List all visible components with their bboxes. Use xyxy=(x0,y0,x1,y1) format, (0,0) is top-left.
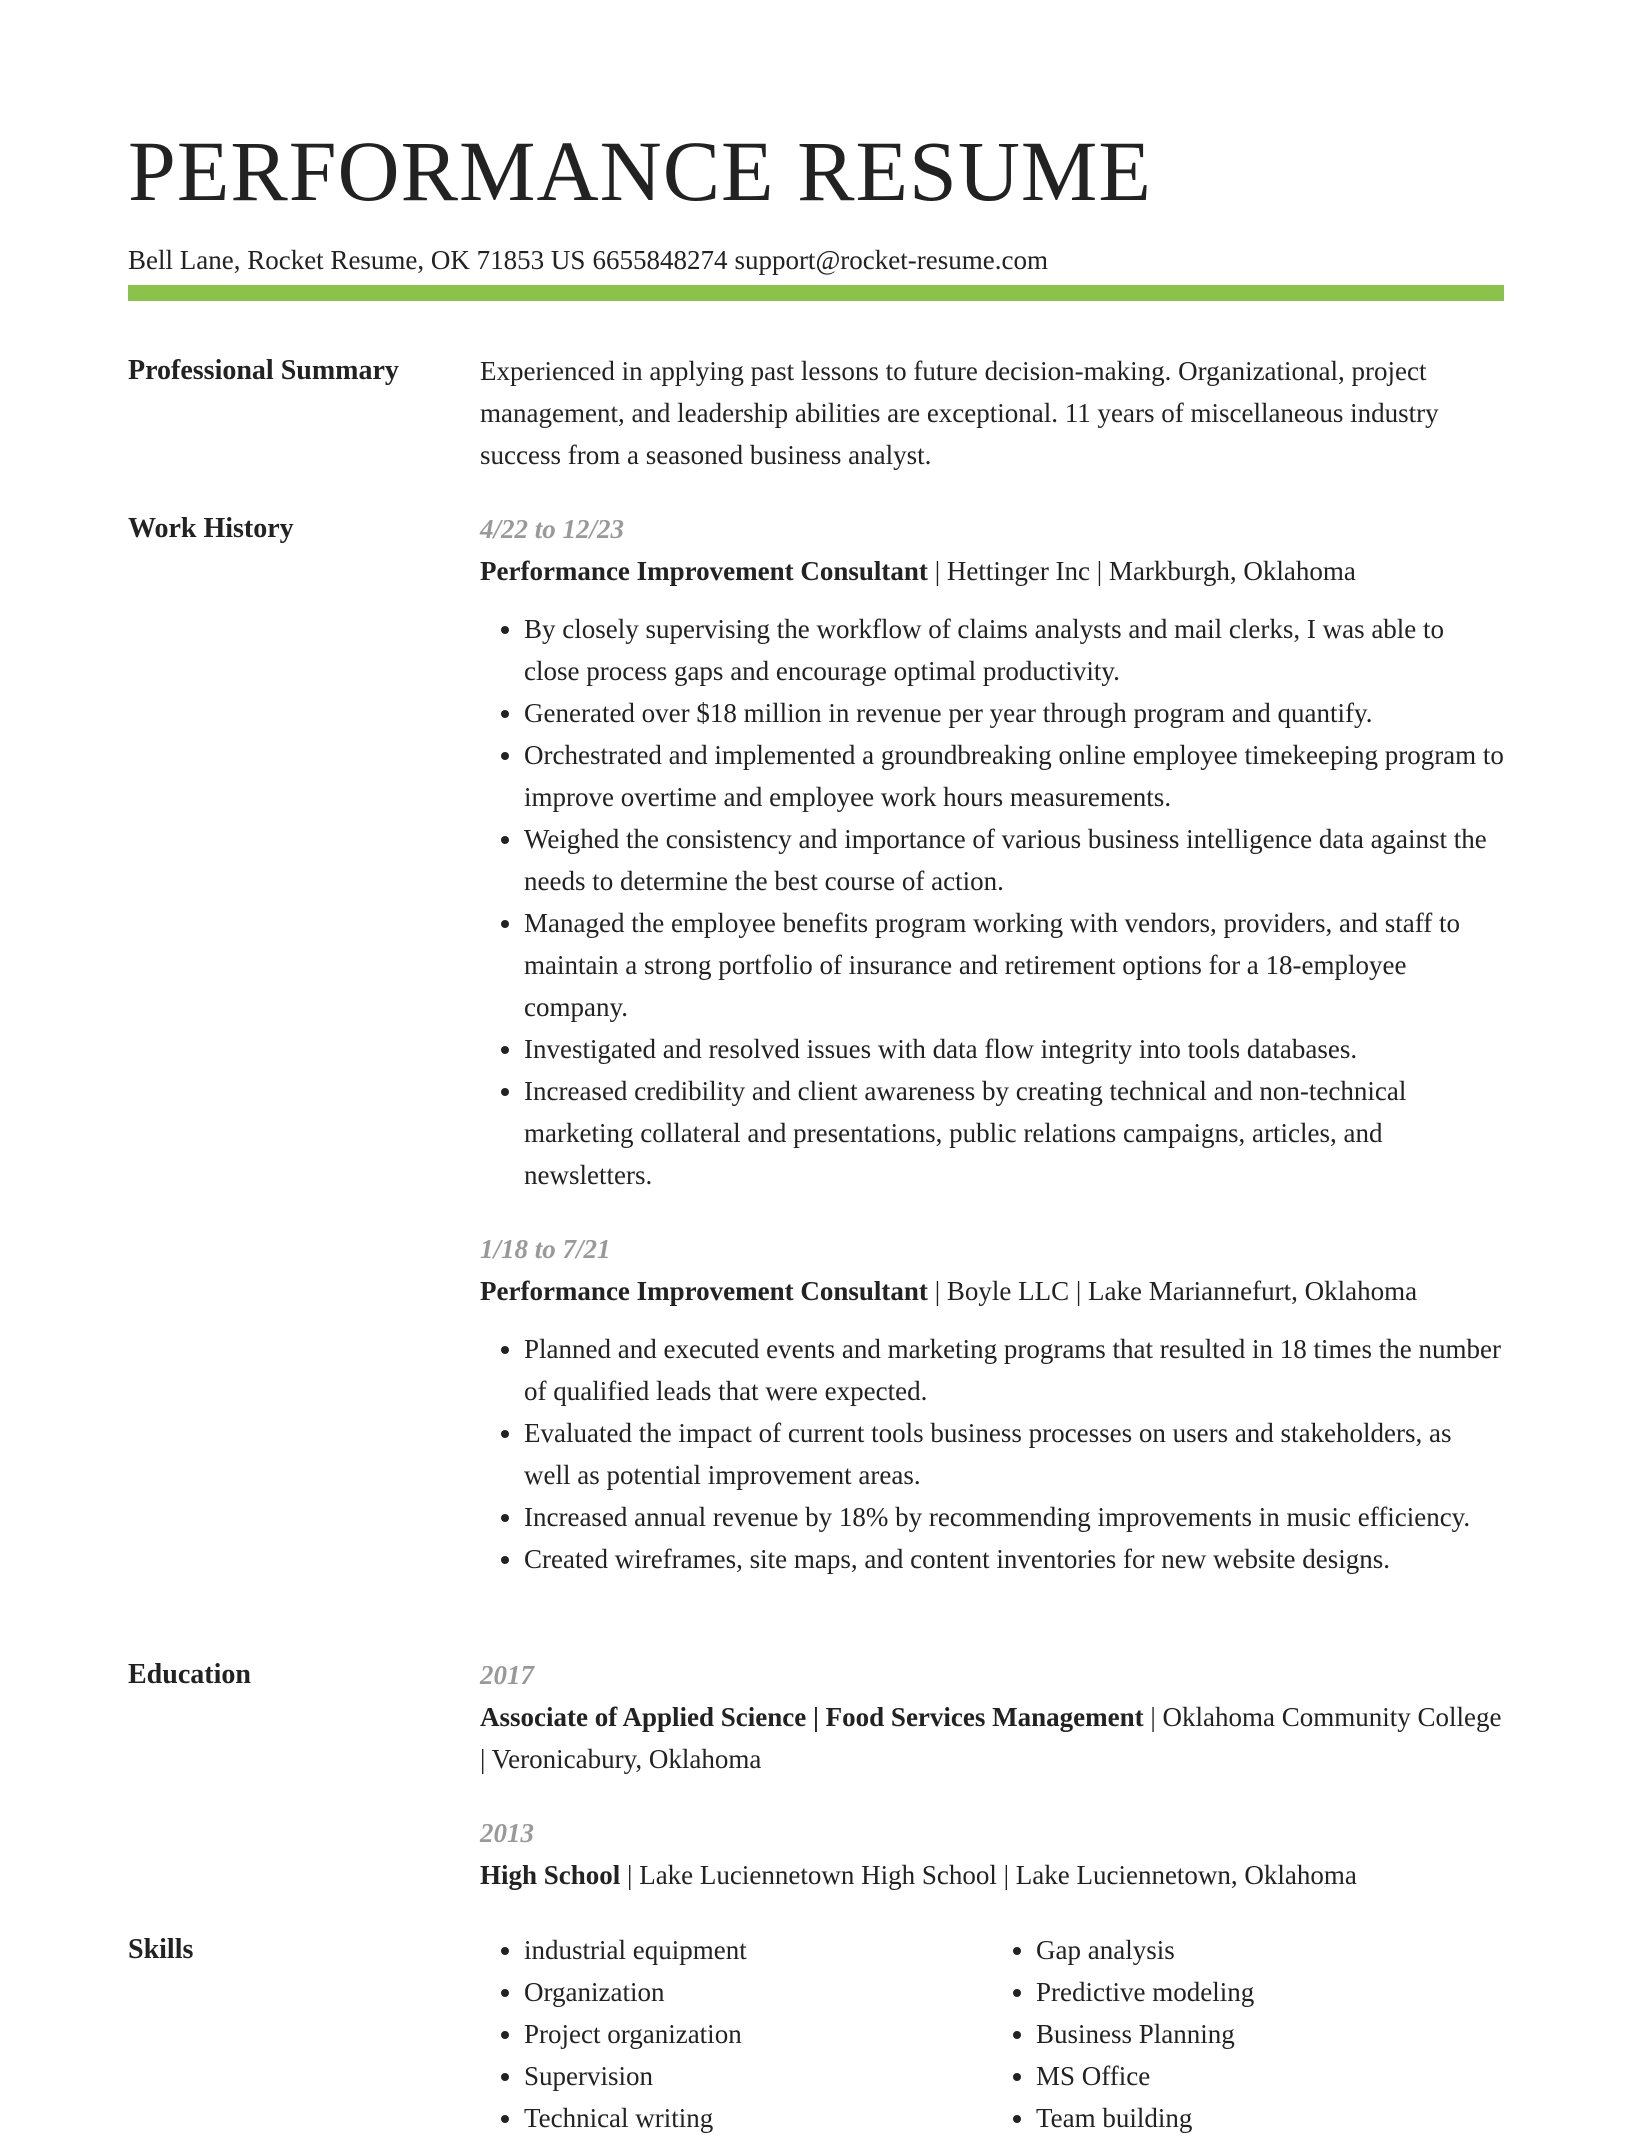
skill-item: • Team building xyxy=(1036,2097,1504,2139)
education-details: | Oklahoma Community College | Veronicabury, Oklahoma xyxy=(480,1702,1502,1774)
list-item: • Orchestrated and implemented a groundbreaking online employee timekeeping program to improve overtime and employee work hours measurements. xyxy=(524,734,1504,818)
skills-columns xyxy=(480,1929,1504,2139)
contact-email: support@rocket-resume.com xyxy=(734,245,1048,275)
job-title: Performance Improvement Consultant xyxy=(480,556,928,586)
education-entry xyxy=(480,1812,1504,1896)
list-item: • Created wireframes, site maps, and content inventories for new website designs. xyxy=(524,1538,1504,1580)
job-bullets xyxy=(480,1328,1504,1580)
contact-address: Bell Lane, Rocket Resume, OK 71853 US xyxy=(128,245,586,275)
contact-phone: 6655848274 xyxy=(592,245,728,275)
summary-label: Professional Summary xyxy=(128,355,399,386)
skill-item: • Supervision xyxy=(524,2055,992,2097)
job-heading xyxy=(480,1270,1504,1312)
skill-item: • Gap analysis xyxy=(1036,1929,1504,1971)
work-history-label: Work History xyxy=(128,513,294,544)
education-year: 2013 xyxy=(480,1818,534,1848)
list-item: • Increased annual revenue by 18% by recommending improvements in music efficiency. xyxy=(524,1496,1504,1538)
education-degree: Associate of Applied Science | Food Services Management xyxy=(480,1702,1144,1732)
education-year: 2017 xyxy=(480,1660,534,1690)
skill-item: • Organization xyxy=(524,1971,992,2013)
education-details: | Lake Luciennetown High School | Lake Luciennetown, Oklahoma xyxy=(620,1860,1357,1890)
job-details: | Boyle LLC | Lake Mariannefurt, Oklahoma xyxy=(927,1276,1418,1306)
job-heading xyxy=(480,550,1504,592)
list-item: • Managed the employee benefits program working with vendors, providers, and staff to maintain a strong portfolio of insurance and retirement options for a 18-employee company. xyxy=(524,902,1504,1028)
skill-item: • Technical writing xyxy=(524,2097,992,2139)
job-dates: 1/18 to 7/21 xyxy=(480,1234,611,1264)
education-heading xyxy=(480,1854,1504,1896)
job-entry xyxy=(480,508,1504,1196)
list-item: • By closely supervising the workflow of claims analysts and mail clerks, I was able to close process gaps and encourage optimal productivity. xyxy=(524,608,1504,692)
skill-item: • MS Office xyxy=(1036,2055,1504,2097)
skill-item: • industrial equipment xyxy=(524,1929,992,1971)
list-item: • Increased credibility and client awareness by creating technical and non-technical marketing collateral and presentations, public relations campaigns, articles, and newsletters. xyxy=(524,1070,1504,1196)
education-body xyxy=(480,1654,1504,1896)
skills-list-left xyxy=(480,1929,992,2139)
skills-body xyxy=(480,1929,1504,2139)
job-dates: 4/22 to 12/23 xyxy=(480,514,625,544)
education-heading xyxy=(480,1696,1504,1780)
skill-item: • Business Planning xyxy=(1036,2013,1504,2055)
resume-title: PERFORMANCE RESUME xyxy=(128,123,1152,219)
education-degree: High School xyxy=(480,1860,621,1890)
skill-item: • Project organization xyxy=(524,2013,992,2055)
list-item: • Generated over $18 million in revenue per year through program and quantify. xyxy=(524,692,1504,734)
header-divider xyxy=(128,285,1504,301)
list-item: • Weighed the consistency and importance of various business intelligence data against the needs to determine the best course of action. xyxy=(524,818,1504,902)
list-item: • Evaluated the impact of current tools business processes on users and stakeholders, as well as potential improvement areas. xyxy=(524,1412,1504,1496)
summary-text: Experienced in applying past lessons to future decision-making. Organizational, project management, and leadership abilities are exceptional. 11 years of miscellaneous industry success from a seasoned business analyst. xyxy=(480,356,1439,470)
job-title: Performance Improvement Consultant xyxy=(480,1276,928,1306)
skills-list-right xyxy=(992,1929,1504,2139)
job-bullets xyxy=(480,608,1504,1196)
contact-line xyxy=(128,242,1504,278)
skill-item: • Predictive modeling xyxy=(1036,1971,1504,2013)
work-history-body xyxy=(480,508,1504,1580)
skills-label: Skills xyxy=(128,1934,194,1965)
list-item: • Planned and executed events and marketing programs that resulted in 18 times the number of qualified leads that were expected. xyxy=(524,1328,1504,1412)
education-label: Education xyxy=(128,1659,251,1690)
resume-header xyxy=(128,118,1504,278)
job-entry xyxy=(480,1228,1504,1580)
education-entry xyxy=(480,1654,1504,1780)
job-details: | Hettinger Inc | Markburgh, Oklahoma xyxy=(927,556,1356,586)
list-item: • Investigated and resolved issues with data flow integrity into tools databases. xyxy=(524,1028,1504,1070)
